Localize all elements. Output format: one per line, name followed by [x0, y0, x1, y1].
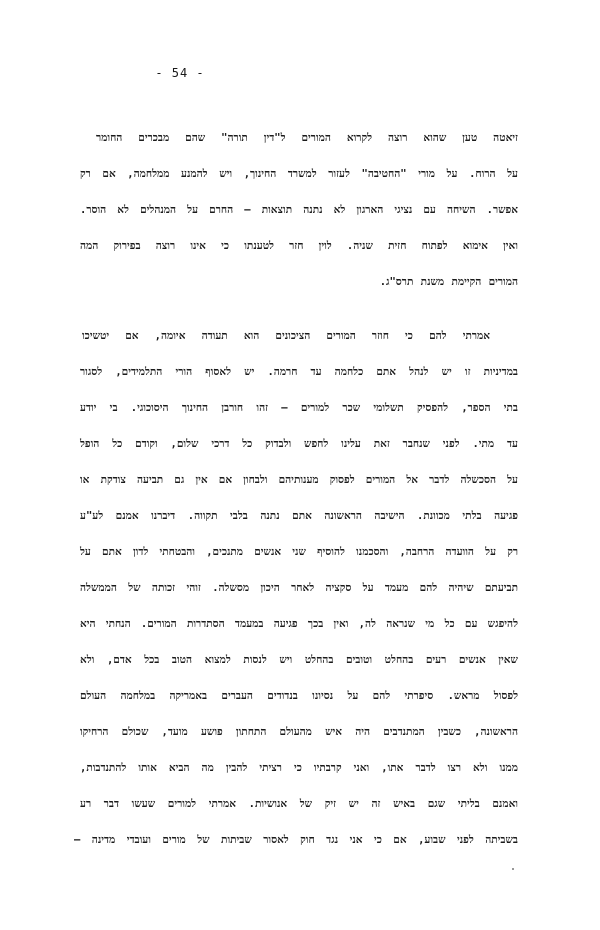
text-line: על הרוח. על מורי "החטיבה" לעזור למשרד החינוך, ויש להמנע ממלחמה, אם רק	[80, 168, 518, 180]
text-line: ואמנם בליתי שגם באיש זה יש זיק של אנושיות. אמרתי למורים שעשו דבר רע	[80, 798, 518, 810]
text-line: תביעתם שיהיה להם מעמד על סקציה לאחר היכון מסשלה. זוהי זכותה של הממשלה	[80, 582, 518, 594]
text-line: אמרתי להם כי חוזר המורים הציכונים הוא תעודה איומה, אם יטשיכו	[82, 330, 490, 342]
text-line: להיפגש עם כל מי שנראה לה, ואין בכך פגיעה במעמד הסתדרות המורים. הנחתי היא	[80, 618, 518, 630]
text-line: אפשר. השיחה עם נציגי הארגון לא נתנה תוצאות – החרם על המנהלים לא הוסר.	[80, 204, 518, 216]
text-line: הראשונה, כשבין המתנדבים היה איש מהעולם התחתון פושע מועד, שכולם הרחיקו	[80, 726, 518, 738]
text-line: ואין אימוא לפתוח חזית שניה. לוין חזר לטענתו כי אינו רוצה בפירוק המה	[80, 240, 518, 252]
text-line: עד מתי. לפני שנחבר זאת עלינו לחפש ולבדוק כל דרכי שלום, וקודם כל הופל	[80, 438, 518, 450]
text-line: רק על הוועדה הרחבה, והסכמנו להוסיף שני אנשים מתנכים, והבטחתי לדון אתם על	[80, 546, 518, 558]
text-line: לפסול מראש. סיפרתי להם על נסיונו בנדודים העברים באמריקה במלחמה העולם	[80, 690, 518, 702]
scan-speck	[512, 868, 514, 870]
text-line: פגיעה בלתי מכוונת. הישיבה הראשונה אתם נתנה בלבי תקווה. דיברנו אמנם לע"ע	[80, 510, 518, 522]
text-line: בשביתה לפני שבוע, אם כי אני נגד חוק לאסור שביתות של מורים ועובדי מדינה –	[74, 834, 518, 846]
text-line: המורים הקיימת משנת תרס"ג.	[379, 276, 518, 288]
text-line: על הסכשלה לדבר אל המורים לפסוק מענותיהם ולבחון אם אין גם תביעה צודקת או	[80, 474, 518, 486]
text-line: שאין אנשים רעים בהחלט וטובים בהחלט ויש לנסות למצוא הטוב בכל אדם, ולא	[80, 654, 518, 666]
text-line: ממנו ולא רצו לדבר אתו, ואני קרבתיו כי רציתי להבין מה הביא אותו להתנדבות,	[80, 762, 518, 774]
text-line: במדיניות זו יש לנהל אתם כלחמה עד חרמה. יש לאסוף הורי התלמידים, לסגור	[80, 366, 518, 378]
page-number: - 54 -	[155, 66, 205, 80]
text-line: זיאטה טען שהוא רוצה לקרוא המורים ל"דין תורה" שהם מבכרים החומר	[96, 132, 518, 144]
text-line: בתי הספר, להפסיק תשלומי שכר למורים – זהו חורבן החינוך היסוכוגי. בי יודע	[80, 402, 518, 414]
